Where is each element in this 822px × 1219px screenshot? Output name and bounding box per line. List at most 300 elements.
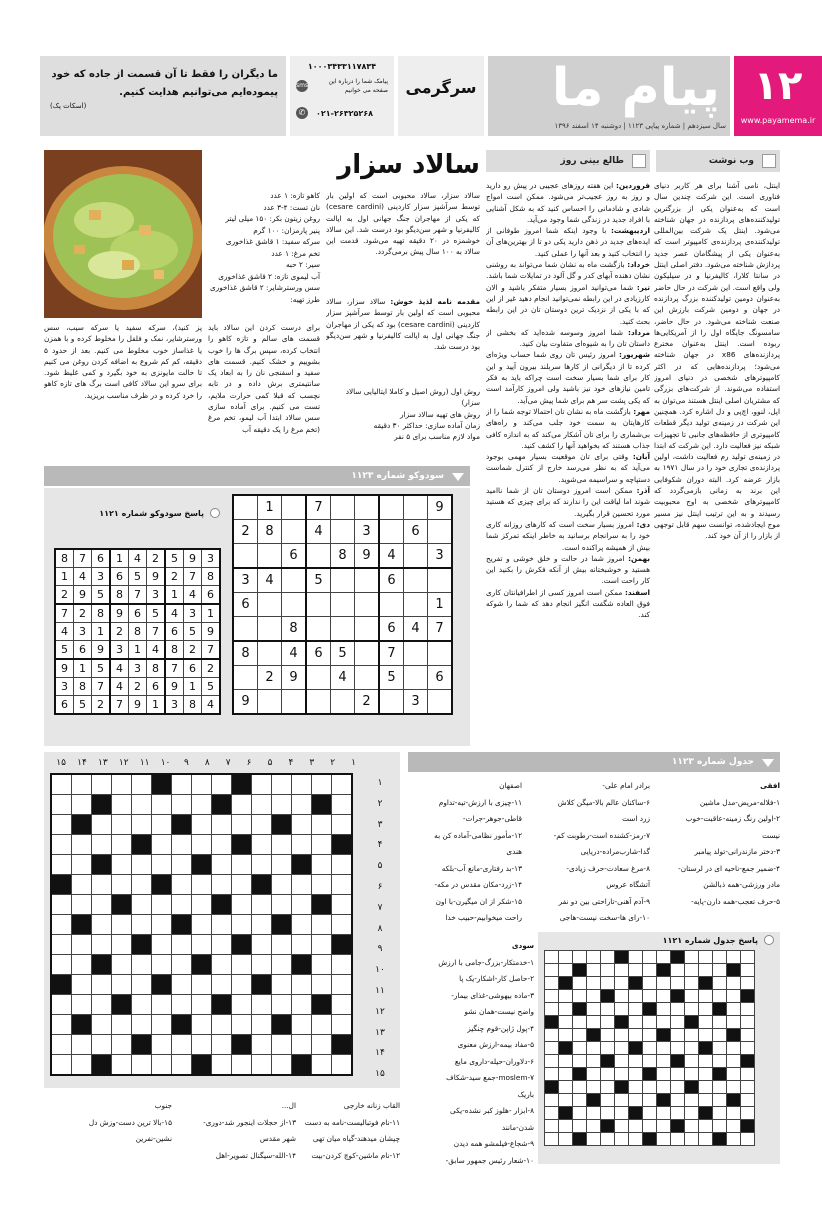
sudoku-cell bbox=[258, 593, 282, 617]
crossword-cell[interactable] bbox=[232, 795, 252, 815]
crossword-cell[interactable] bbox=[292, 995, 312, 1015]
crossword-cell[interactable] bbox=[252, 815, 272, 835]
crossword-cell[interactable] bbox=[92, 1015, 112, 1035]
crossword-cell[interactable] bbox=[152, 975, 172, 995]
crossword-cell[interactable] bbox=[192, 815, 212, 835]
crossword-cell[interactable] bbox=[152, 815, 172, 835]
crossword-cell[interactable] bbox=[152, 935, 172, 955]
crossword-cell[interactable] bbox=[72, 955, 92, 975]
crossword-cell[interactable] bbox=[192, 795, 212, 815]
crossword-cell[interactable] bbox=[192, 835, 212, 855]
ingredient-item: روغن زیتون بکر: ۱۵۰ میلی لیتر bbox=[225, 214, 320, 223]
crossword-cell[interactable] bbox=[292, 1035, 312, 1055]
clue: ۱۲-نام ماشین-کوچ کردن-بیت bbox=[311, 1150, 400, 1160]
crossword-cell[interactable] bbox=[292, 855, 312, 875]
crossword-cell[interactable] bbox=[232, 975, 252, 995]
crossword-cell[interactable] bbox=[172, 955, 192, 975]
crossword-cell[interactable] bbox=[92, 995, 112, 1015]
crossword-answer-cell bbox=[727, 1081, 741, 1094]
crossword-cell[interactable] bbox=[72, 995, 92, 1015]
crossword-cell[interactable] bbox=[272, 935, 292, 955]
sudoku-answer-cell: 7 bbox=[92, 678, 111, 696]
crossword-cell[interactable] bbox=[312, 995, 332, 1015]
crossword-cell[interactable] bbox=[51, 835, 72, 855]
crossword-cell[interactable] bbox=[272, 855, 292, 875]
crossword-cell[interactable] bbox=[51, 935, 72, 955]
crossword-cell[interactable] bbox=[232, 935, 252, 955]
crossword-cell[interactable] bbox=[112, 795, 132, 815]
crossword-cell[interactable] bbox=[112, 975, 132, 995]
crossword-cell[interactable] bbox=[72, 975, 92, 995]
crossword-cell[interactable] bbox=[132, 935, 152, 955]
sudoku-answer-cell: 3 bbox=[110, 641, 129, 660]
crossword-cell[interactable] bbox=[92, 895, 112, 915]
circle-icon bbox=[210, 508, 220, 518]
crossword-cell[interactable] bbox=[232, 1055, 252, 1076]
crossword-cell[interactable] bbox=[72, 935, 92, 955]
crossword-cell[interactable] bbox=[312, 1055, 332, 1076]
crossword-cell[interactable] bbox=[252, 1035, 272, 1055]
crossword-answer-cell bbox=[699, 1016, 713, 1029]
crossword-cell[interactable] bbox=[332, 795, 353, 815]
crossword-cell[interactable] bbox=[112, 835, 132, 855]
crossword-cell[interactable] bbox=[152, 895, 172, 915]
crossword-cell[interactable] bbox=[312, 815, 332, 835]
crossword-cell[interactable] bbox=[212, 955, 232, 975]
sudoku-cell: 3 bbox=[404, 690, 428, 715]
crossword-cell[interactable] bbox=[172, 875, 192, 895]
crossword-cell[interactable] bbox=[332, 895, 353, 915]
sudoku-answer-cell: 2 bbox=[184, 641, 202, 660]
crossword-cell[interactable] bbox=[72, 875, 92, 895]
crossword-cell[interactable] bbox=[72, 795, 92, 815]
crossword-cell[interactable] bbox=[72, 855, 92, 875]
across-clues-left bbox=[404, 778, 522, 927]
crossword-cell[interactable] bbox=[172, 915, 192, 935]
clue: ۱-فلاله-مریض-مدل ماشین bbox=[699, 797, 780, 807]
crossword-answer-cell bbox=[629, 1042, 643, 1055]
crossword-cell[interactable] bbox=[212, 795, 232, 815]
sudoku-cell bbox=[404, 593, 428, 617]
crossword-cell[interactable] bbox=[272, 1055, 292, 1076]
crossword-cell[interactable] bbox=[51, 975, 72, 995]
crossword-cell[interactable] bbox=[292, 935, 312, 955]
crossword-cell[interactable] bbox=[212, 815, 232, 835]
crossword-cell[interactable] bbox=[252, 855, 272, 875]
crossword-cell[interactable] bbox=[192, 875, 212, 895]
crossword-cell[interactable] bbox=[192, 1035, 212, 1055]
sudoku-cell bbox=[404, 544, 428, 569]
crossword-cell[interactable] bbox=[292, 955, 312, 975]
crossword-answer-cell bbox=[643, 1120, 657, 1133]
crossword-cell[interactable] bbox=[212, 1035, 232, 1055]
crossword-cell[interactable] bbox=[232, 915, 252, 935]
crossword-answer-cell bbox=[699, 1081, 713, 1094]
crossword-cell[interactable] bbox=[292, 835, 312, 855]
crossword-cell[interactable] bbox=[332, 835, 353, 855]
across-clues-mid bbox=[522, 778, 650, 927]
crossword-cell[interactable] bbox=[92, 975, 112, 995]
clue: ۸-مرغ سعادت-حرف زیادی- bbox=[566, 863, 650, 873]
crossword-cell[interactable] bbox=[332, 915, 353, 935]
crossword-cell[interactable] bbox=[92, 795, 112, 815]
crossword-cell[interactable] bbox=[232, 1035, 252, 1055]
crossword-cell[interactable] bbox=[152, 855, 172, 875]
crossword-cell[interactable] bbox=[172, 815, 192, 835]
row-number: ۴ bbox=[377, 840, 383, 851]
crossword-cell[interactable] bbox=[272, 915, 292, 935]
crossword-cell[interactable] bbox=[172, 1015, 192, 1035]
crossword-cell[interactable] bbox=[152, 955, 172, 975]
sudoku-cell: 1 bbox=[428, 593, 453, 617]
crossword-cell[interactable] bbox=[272, 995, 292, 1015]
crossword-answer-cell bbox=[741, 1042, 755, 1055]
crossword-cell[interactable] bbox=[112, 815, 132, 835]
crossword-cell[interactable] bbox=[132, 1035, 152, 1055]
crossword-cell[interactable] bbox=[252, 1055, 272, 1076]
crossword-answer-cell bbox=[587, 951, 601, 964]
crossword-cell[interactable] bbox=[152, 835, 172, 855]
edition-line: سال سیزدهم | شماره پیاپی ۱۱۲۳ | دوشنبه ۱۴ اسفند ۱۳۹۶ bbox=[554, 122, 726, 130]
crossword-answer-cell bbox=[559, 951, 573, 964]
crossword-cell[interactable] bbox=[92, 815, 112, 835]
sudoku-answer-cell: 2 bbox=[55, 586, 74, 605]
crossword-cell[interactable] bbox=[112, 875, 132, 895]
crossword-answer-cell bbox=[573, 1133, 587, 1146]
crossword-cell[interactable] bbox=[312, 835, 332, 855]
crossword-cell[interactable] bbox=[232, 875, 252, 895]
crossword-cell[interactable] bbox=[51, 795, 72, 815]
crossword-cell[interactable] bbox=[112, 1055, 132, 1076]
crossword-cell[interactable] bbox=[292, 795, 312, 815]
crossword-cell[interactable] bbox=[132, 975, 152, 995]
crossword-cell[interactable] bbox=[312, 1035, 332, 1055]
sudoku-cell bbox=[331, 690, 355, 715]
crossword-cell[interactable] bbox=[92, 955, 112, 975]
crossword-cell[interactable] bbox=[272, 835, 292, 855]
crossword-cell[interactable] bbox=[152, 1035, 172, 1055]
crossword-cell[interactable] bbox=[152, 915, 172, 935]
crossword-cell[interactable] bbox=[92, 1035, 112, 1055]
crossword-cell[interactable] bbox=[132, 815, 152, 835]
crossword-cell[interactable] bbox=[152, 1055, 172, 1076]
crossword-cell[interactable] bbox=[72, 774, 92, 795]
crossword-cell[interactable] bbox=[112, 855, 132, 875]
crossword-cell[interactable] bbox=[272, 875, 292, 895]
crossword-cell[interactable] bbox=[51, 875, 72, 895]
crossword-cell[interactable] bbox=[112, 955, 132, 975]
crossword-cell[interactable] bbox=[292, 895, 312, 915]
sudoku-cell bbox=[331, 568, 355, 593]
crossword-cell[interactable] bbox=[332, 955, 353, 975]
crossword-cell[interactable] bbox=[172, 975, 192, 995]
crossword-cell[interactable] bbox=[72, 835, 92, 855]
crossword-cell[interactable] bbox=[212, 774, 232, 795]
crossword-answer-cell bbox=[601, 1055, 615, 1068]
crossword-cell[interactable] bbox=[232, 815, 252, 835]
crossword-cell[interactable] bbox=[132, 774, 152, 795]
crossword-cell[interactable] bbox=[192, 975, 212, 995]
crossword-cell[interactable] bbox=[112, 774, 132, 795]
sudoku-answer-cell: 9 bbox=[147, 568, 166, 586]
crossword-cell[interactable] bbox=[72, 1015, 92, 1035]
sudoku-cell: 7 bbox=[306, 495, 331, 520]
crossword-answer-cell bbox=[657, 964, 671, 977]
crossword-cell[interactable] bbox=[152, 995, 172, 1015]
crossword-cell[interactable] bbox=[112, 935, 132, 955]
crossword-cell[interactable] bbox=[51, 915, 72, 935]
crossword-cell[interactable] bbox=[212, 915, 232, 935]
crossword-cell[interactable] bbox=[252, 915, 272, 935]
crossword-cell[interactable] bbox=[192, 935, 212, 955]
crossword-cell[interactable] bbox=[272, 795, 292, 815]
crossword-cell[interactable] bbox=[312, 895, 332, 915]
crossword-cell[interactable] bbox=[212, 875, 232, 895]
crossword-cell[interactable] bbox=[292, 975, 312, 995]
clue: ۲-حاصل کار-اشکار-یک پا bbox=[459, 974, 534, 983]
sudoku-cell bbox=[282, 495, 307, 520]
crossword-cell[interactable] bbox=[332, 815, 353, 835]
crossword-cell[interactable] bbox=[332, 1035, 353, 1055]
crossword-cell[interactable] bbox=[252, 875, 272, 895]
sudoku-cell: 3 bbox=[355, 520, 380, 544]
crossword-cell[interactable] bbox=[112, 995, 132, 1015]
crossword-answer-box bbox=[538, 932, 780, 1164]
crossword-cell[interactable] bbox=[72, 895, 92, 915]
crossword-cell[interactable] bbox=[112, 1015, 132, 1035]
crossword-cell[interactable] bbox=[112, 1035, 132, 1055]
crossword-answer-cell bbox=[741, 1068, 755, 1081]
sudoku-cell: 4 bbox=[258, 568, 282, 593]
crossword-cell[interactable] bbox=[292, 1015, 312, 1035]
crossword-cell[interactable] bbox=[292, 915, 312, 935]
crossword-cell[interactable] bbox=[92, 855, 112, 875]
crossword-cell[interactable] bbox=[51, 855, 72, 875]
crossword-cell[interactable] bbox=[312, 774, 332, 795]
crossword-answer-cell bbox=[545, 1003, 559, 1016]
crossword-cell[interactable] bbox=[252, 774, 272, 795]
crossword-cell[interactable] bbox=[332, 1015, 353, 1035]
crossword-cell[interactable] bbox=[332, 995, 353, 1015]
crossword-cell[interactable] bbox=[252, 995, 272, 1015]
crossword-cell[interactable] bbox=[232, 835, 252, 855]
crossword-cell[interactable] bbox=[92, 1055, 112, 1076]
crossword-cell[interactable] bbox=[132, 875, 152, 895]
crossword-cell[interactable] bbox=[51, 815, 72, 835]
crossword-cell[interactable] bbox=[172, 1055, 192, 1076]
crossword-cell[interactable] bbox=[232, 995, 252, 1015]
crossword-cell[interactable] bbox=[252, 955, 272, 975]
row-number: ۹ bbox=[377, 944, 383, 955]
crossword-cell[interactable] bbox=[192, 774, 212, 795]
crossword-cell[interactable] bbox=[152, 795, 172, 815]
sudoku-cell bbox=[306, 593, 331, 617]
crossword-cell[interactable] bbox=[112, 895, 132, 915]
crossword-answer-cell bbox=[573, 951, 587, 964]
crossword-cell[interactable] bbox=[272, 1035, 292, 1055]
crossword-cell[interactable] bbox=[51, 1055, 72, 1076]
crossword-cell[interactable] bbox=[92, 774, 112, 795]
crossword-answer-cell bbox=[657, 977, 671, 990]
crossword-answer-cell bbox=[629, 977, 643, 990]
crossword-cell[interactable] bbox=[172, 935, 192, 955]
crossword-cell[interactable] bbox=[51, 1015, 72, 1035]
crossword-cell[interactable] bbox=[92, 915, 112, 935]
crossword-answer-cell bbox=[629, 990, 643, 1003]
crossword-cell[interactable] bbox=[272, 975, 292, 995]
crossword-cell[interactable] bbox=[51, 995, 72, 1015]
web-column-text: اینتل، نامی آشنا برای هر کاربر دنیای فناوری است. این شرکت چندین سال است که به‌عنوان یکی از بزرگترین تولیدکننده‌های پردازنده در جهان شناخته می‌شود. اینتل یک شرکت بین‌المللی تولیدکننده‌ی پردازنده‌ی کامپیوتر است که به‌عنوان یکی از پیشگامان عصر جدید پردازش شناخته می‌شود. دفتر اصلی اینتل در سانتا کلارا، کالیفرنیا و در سیلیکون ولی واقع است. این شرکت در حال حاضر به‌عنوان دومین تولیدکننده بزرگ پردازنده در جهان و دومین شرکت بارزش این صنعت شناخته می‌شود. در حال حاضر، سامسونگ جایگاه اول را از آمریکایی‌ها ربوده است. اینتل به‌عنوان مخترع پردازنده‌های x86 در جهان شناخته می‌شود؛ پردازنده‌هایی که در اکثر کامپیوترهای شخصی در دنیای امروز استفاده می‌شوند. از شرکت‌های بزرگی که مشتریان اصلی اینتل هستند می‌توان به اپل، لنوو، اچ‌پی و دل اشاره کرد. همچنین این شرکت در زمینه‌ی تولید دیگر قطعات کامپیوتری از حافظه‌های جانبی تا تجهیزات شبکه نیز فعالیت دارد. این شرکت که ابتدا در زمینه‌ی تولید رم فعالیت داشت، اولین پردازنده‌ی تجاری خود را در سال ۱۹۷۱ به بازار عرضه کرد. البته دوران شکوفایی این برند به زمانی بازمی‌گردد که کامپیوترهای شخصی به اوج محبوبیت رسیدند و به این ترتیب اینتل نیز مسیر موج ایجادشده، توانست سهم قابل توجهی از بازار را از آن خود کند. bbox=[654, 181, 780, 541]
crossword-cell[interactable] bbox=[252, 1015, 272, 1035]
crossword-answer-cell bbox=[615, 977, 629, 990]
crossword-cell[interactable] bbox=[152, 1015, 172, 1035]
crossword-cell[interactable] bbox=[212, 975, 232, 995]
crossword-cell[interactable] bbox=[312, 975, 332, 995]
crossword-cell[interactable] bbox=[292, 815, 312, 835]
crossword-answer-cell bbox=[643, 1042, 657, 1055]
crossword-cell[interactable] bbox=[72, 915, 92, 935]
sudoku-cell bbox=[331, 617, 355, 642]
crossword-answer-cell bbox=[643, 1081, 657, 1094]
crossword-cell[interactable] bbox=[312, 955, 332, 975]
crossword-cell[interactable] bbox=[132, 955, 152, 975]
crossword-answer-cell bbox=[629, 1094, 643, 1107]
crossword-cell[interactable] bbox=[212, 855, 232, 875]
crossword-answer-cell bbox=[615, 1029, 629, 1042]
crossword-cell[interactable] bbox=[172, 835, 192, 855]
sudoku-answer-cell: 3 bbox=[55, 678, 74, 696]
crossword-answer-cell bbox=[741, 1107, 755, 1120]
crossword-answer-cell bbox=[573, 1029, 587, 1042]
crossword-answer-cell bbox=[587, 977, 601, 990]
crossword-cell[interactable] bbox=[192, 915, 212, 935]
crossword-cell[interactable] bbox=[212, 835, 232, 855]
crossword-cell[interactable] bbox=[232, 955, 252, 975]
website-url[interactable]: www.payamema.ir bbox=[740, 116, 816, 125]
crossword-answer-cell bbox=[559, 1042, 573, 1055]
crossword-cell[interactable] bbox=[252, 895, 272, 915]
crossword-cell[interactable] bbox=[232, 774, 252, 795]
crossword-cell[interactable] bbox=[332, 975, 353, 995]
crossword-answer-cell bbox=[615, 1068, 629, 1081]
crossword-cell[interactable] bbox=[112, 915, 132, 935]
crossword-cell[interactable] bbox=[132, 855, 152, 875]
crossword-cell[interactable] bbox=[72, 1055, 92, 1076]
crossword-cell[interactable] bbox=[192, 1015, 212, 1035]
crossword-cell[interactable] bbox=[51, 1035, 72, 1055]
crossword-cell[interactable] bbox=[272, 774, 292, 795]
row-number: ۵ bbox=[377, 861, 383, 872]
crossword-cell[interactable] bbox=[92, 875, 112, 895]
crossword-cell[interactable] bbox=[212, 935, 232, 955]
crossword-cell[interactable] bbox=[252, 935, 272, 955]
crossword-cell[interactable] bbox=[332, 855, 353, 875]
crossword-cell[interactable] bbox=[292, 875, 312, 895]
crossword-cell[interactable] bbox=[92, 935, 112, 955]
crossword-cell[interactable] bbox=[172, 795, 192, 815]
crossword-cell[interactable] bbox=[72, 815, 92, 835]
crossword-answer-cell bbox=[671, 1068, 685, 1081]
crossword-cell[interactable] bbox=[192, 1055, 212, 1076]
crossword-cell[interactable] bbox=[192, 855, 212, 875]
crossword-cell[interactable] bbox=[312, 795, 332, 815]
crossword-cell[interactable] bbox=[232, 855, 252, 875]
crossword-cell[interactable] bbox=[252, 835, 272, 855]
crossword-cell[interactable] bbox=[332, 774, 353, 795]
crossword-cell[interactable] bbox=[172, 895, 192, 915]
crossword-cell[interactable] bbox=[172, 774, 192, 795]
crossword-cell[interactable] bbox=[312, 1015, 332, 1035]
crossword-cell[interactable] bbox=[132, 995, 152, 1015]
clue: ۱۴-زرد-مکان مقدس در مکه- bbox=[434, 880, 522, 889]
crossword-cell[interactable] bbox=[332, 1055, 353, 1076]
crossword-cell[interactable] bbox=[132, 795, 152, 815]
crossword-cell[interactable] bbox=[72, 1035, 92, 1055]
crossword-cell[interactable] bbox=[232, 895, 252, 915]
crossword-cell[interactable] bbox=[252, 975, 272, 995]
crossword-cell[interactable] bbox=[92, 835, 112, 855]
crossword-cell[interactable] bbox=[272, 955, 292, 975]
crossword-cell[interactable] bbox=[292, 1055, 312, 1076]
crossword-cell[interactable] bbox=[192, 955, 212, 975]
sudoku-cell: 6 bbox=[233, 593, 258, 617]
horoscope-entry: بهمن: امروز شما در حالت و خلق خوشی و تفریح هستید و خوشبختانه بیش از آنکه فکرش را بکنید این کار راحت است. bbox=[486, 553, 650, 586]
crossword-cell[interactable] bbox=[212, 1055, 232, 1076]
crossword-answer-cell bbox=[573, 1016, 587, 1029]
sudoku-cell: 9 bbox=[428, 495, 453, 520]
crossword-cell[interactable] bbox=[212, 895, 232, 915]
crossword-cell[interactable] bbox=[51, 955, 72, 975]
crossword-cell[interactable] bbox=[132, 835, 152, 855]
crossword-cell[interactable] bbox=[312, 875, 332, 895]
crossword-cell[interactable] bbox=[132, 1015, 152, 1035]
crossword-cell[interactable] bbox=[272, 1015, 292, 1035]
crossword-cell[interactable] bbox=[212, 995, 232, 1015]
crossword-cell[interactable] bbox=[312, 915, 332, 935]
sudoku-answer-cell: 4 bbox=[202, 696, 221, 715]
sudoku-cell bbox=[258, 690, 282, 715]
crossword-cell[interactable] bbox=[51, 774, 72, 795]
crossword-cell[interactable] bbox=[292, 774, 312, 795]
crossword-cell[interactable] bbox=[132, 895, 152, 915]
crossword-cell[interactable] bbox=[272, 815, 292, 835]
column-number: ۲ bbox=[330, 758, 336, 768]
crossword-cell[interactable] bbox=[152, 774, 172, 795]
crossword-cell[interactable] bbox=[332, 875, 353, 895]
crossword-cell[interactable] bbox=[51, 895, 72, 915]
crossword-cell[interactable] bbox=[312, 855, 332, 875]
crossword-answer-cell bbox=[727, 1029, 741, 1042]
crossword-cell[interactable] bbox=[332, 935, 353, 955]
crossword-cell[interactable] bbox=[132, 915, 152, 935]
crossword-cell[interactable] bbox=[192, 995, 212, 1015]
crossword-cell[interactable] bbox=[132, 1055, 152, 1076]
crossword-cell[interactable] bbox=[172, 855, 192, 875]
crossword-cell[interactable] bbox=[312, 935, 332, 955]
crossword-cell[interactable] bbox=[212, 1015, 232, 1035]
sudoku-cell bbox=[306, 544, 331, 569]
crossword-cell[interactable] bbox=[172, 995, 192, 1015]
crossword-cell[interactable] bbox=[192, 895, 212, 915]
crossword-answer-cell bbox=[727, 990, 741, 1003]
crossword-cell[interactable] bbox=[232, 1015, 252, 1035]
crossword-cell[interactable] bbox=[252, 795, 272, 815]
sudoku-answer-cell: 7 bbox=[55, 604, 74, 623]
sudoku-cell bbox=[355, 666, 380, 690]
crossword-cell[interactable] bbox=[272, 895, 292, 915]
crossword-cell[interactable] bbox=[152, 875, 172, 895]
crossword-cell[interactable] bbox=[172, 1035, 192, 1055]
